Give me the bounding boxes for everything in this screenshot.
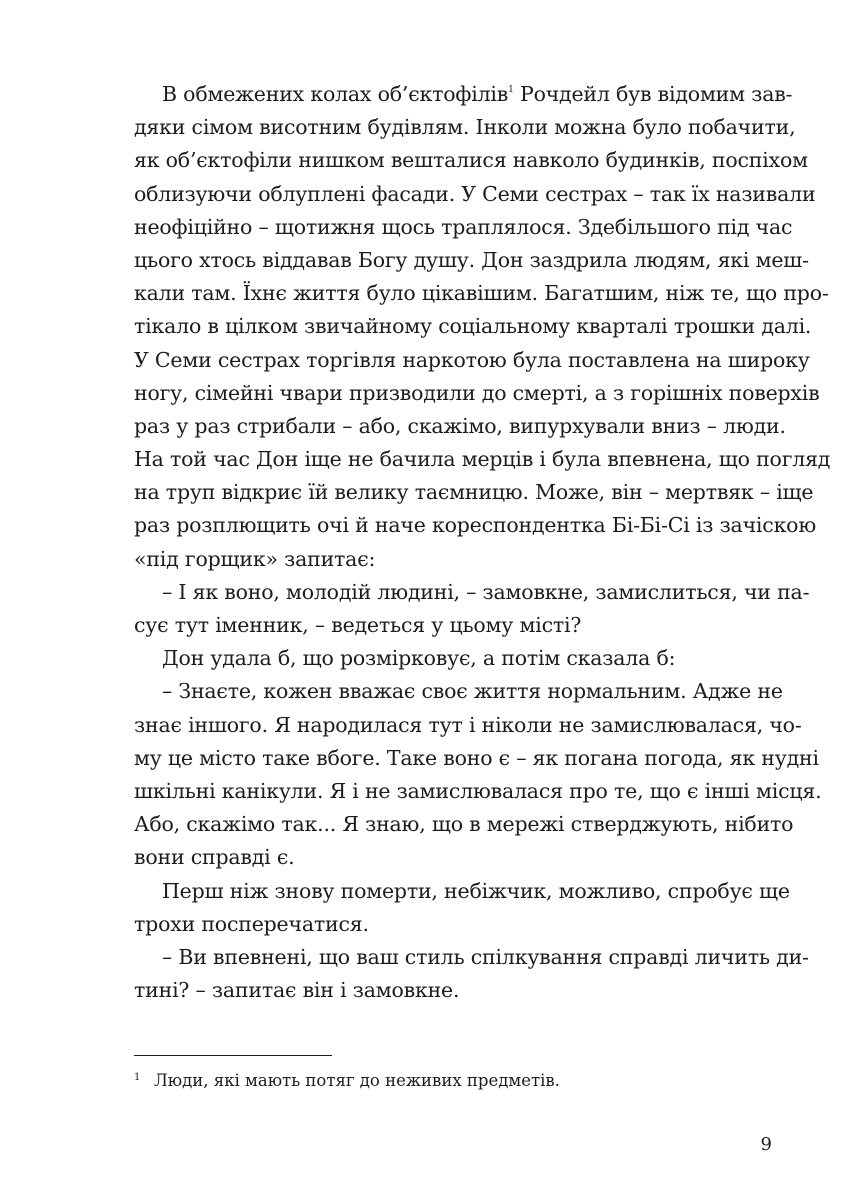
text-line: му це місто таке вбоге. Таке воно є – як погана погода, як нудні bbox=[134, 745, 819, 770]
text-line: Дон удала б, що розмірковує, а потім сказала б: bbox=[162, 646, 676, 671]
footnote: 1 Люди, які мають потяг до неживих предметів. bbox=[134, 1071, 560, 1090]
text-line: – Ви впевнені, що ваш стиль спілкування справді личить ди- bbox=[162, 944, 809, 969]
text-line: Перш ніж знову померти, небіжчик, можливо, спробує ще bbox=[162, 878, 790, 903]
text-line: – Знаєте, кожен вважає своє життя нормальним. Адже не bbox=[162, 679, 783, 704]
text-line: В обмежених колах об’єктофілів$^1$ Рочдейл був відомим зав- bbox=[162, 82, 793, 106]
text-line: – І як воно, молодій людині, – замовкне, замислиться, чи па- bbox=[162, 579, 810, 604]
text-line: тині? – запитає він і замовкне. bbox=[134, 978, 460, 1003]
text-line: шкільні канікули. Я і не замислювалася про те, що є інші місця. bbox=[134, 778, 822, 803]
text-line: знає іншого. Я народилася тут і ніколи не замислювалася, чо- bbox=[134, 712, 802, 737]
text-line: раз розплющить очі й наче кореспондентка Бі-Бі-Сі із зачіскою bbox=[134, 513, 816, 538]
text-line: сує тут іменник, – ведеться у цьому місті? bbox=[134, 613, 582, 637]
text-line: У Семи сестрах торгівля наркотою була поставлена на широку bbox=[134, 347, 810, 372]
text-line: вони справді є. bbox=[134, 845, 295, 870]
text-line: На той час Дон іще не бачила мерців і була впевнена, що погляд bbox=[134, 447, 831, 472]
text-line: трохи посперечатися. bbox=[134, 911, 369, 936]
text-line: кали там. Їхнє життя було цікавішим. Багатшим, ніж те, що про- bbox=[134, 281, 829, 306]
text-line: ногу, сімейні чвари призводили до смерті, а з горішніх поверхів bbox=[134, 380, 820, 405]
text-line: облизуючи облуплені фасади. У Семи сестрах – так їх називали bbox=[134, 181, 816, 206]
text-line: як об’єктофіли нишком вешталися навколо будинків, поспіхом bbox=[134, 148, 808, 173]
text-line: Або, скажімо так... Я знаю, що в мережі стверджують, нібито bbox=[134, 812, 794, 837]
footnote-divider bbox=[134, 1055, 332, 1056]
text-line: тікало в цілком звичайному соціальному кварталі трошки далі. bbox=[134, 314, 812, 339]
text-line: «під горщик» запитає: bbox=[134, 546, 376, 571]
text-line: дяки сімом висотним будівлям. Інколи можна було побачити, bbox=[134, 115, 796, 140]
footnote-reference: 1 bbox=[508, 85, 514, 95]
text-line: неофіційно – щотижня щось траплялося. Здебільшого під час bbox=[134, 214, 793, 239]
text-line: на труп відкриє їй велику таємницю. Може, він – мертвяк – іще bbox=[134, 480, 814, 505]
page-number: 9 bbox=[760, 1134, 772, 1155]
footnote-text: Люди, які мають потяг до неживих предметів. bbox=[154, 1071, 560, 1090]
text-line: раз у раз стрибали – або, скажімо, випурхували вниз – люди. bbox=[134, 413, 786, 438]
body-text bbox=[134, 78, 831, 1007]
text-line: цього хтось віддавав Богу душу. Дон заздрила людям, які меш- bbox=[134, 247, 809, 272]
